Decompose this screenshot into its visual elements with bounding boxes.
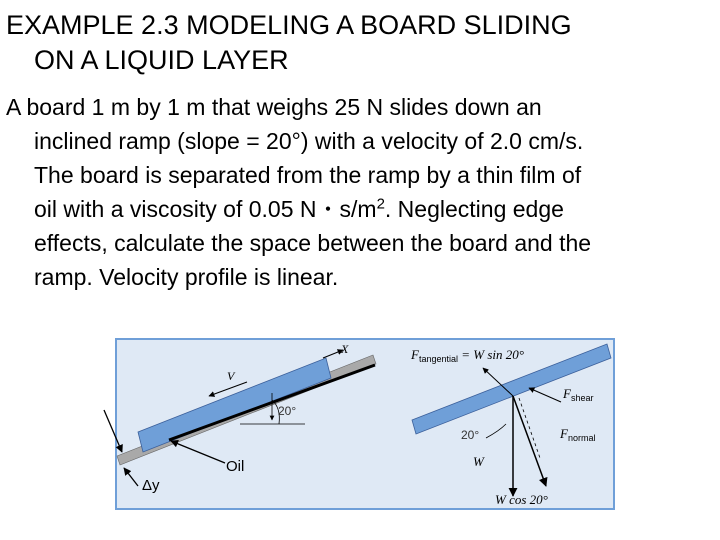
- problem-line-4b: . Neglecting edge: [384, 196, 564, 222]
- title-line-1: EXAMPLE 2.3 MODELING A BOARD SLIDING: [6, 10, 572, 40]
- angle-label-right: 20°: [461, 428, 480, 442]
- problem-exponent: 2: [376, 195, 385, 213]
- problem-line-4a: oil with a viscosity of 0.05 N・s/m: [34, 196, 377, 222]
- f-tangential-label: $F_{tangential} = W$ sin 20°: [411, 347, 524, 364]
- problem-line-3: The board is separated from the ramp by a thin film of: [34, 162, 582, 188]
- delta-y-pointer-lower: [124, 468, 138, 486]
- delta-y-label: Δy: [142, 477, 160, 494]
- title-line-2: ON A LIQUID LAYER: [34, 45, 289, 75]
- delta-y-pointer-upper: [104, 410, 122, 452]
- problem-line-1: A board 1 m by 1 m that weighs 25 N slides down an: [6, 94, 542, 120]
- velocity-label: V: [227, 369, 235, 383]
- oil-pointer-arrow: [171, 441, 225, 463]
- problem-line-5: effects, calculate the space between the board and the: [34, 230, 592, 256]
- oil-pointer-line: [169, 365, 375, 440]
- weight-label: W: [473, 454, 484, 469]
- f-normal-label: $F_{normal}$: [560, 426, 596, 443]
- oil-label: Oil: [226, 458, 245, 475]
- w-cos-label: W cos 20°: [495, 492, 548, 507]
- angle-label-left: 20°: [278, 404, 297, 418]
- problem-line-6: ramp. Velocity profile is linear.: [34, 264, 339, 290]
- problem-line-2: inclined ramp (slope = 20°) with a velocity of 2.0 cm/s.: [34, 128, 584, 154]
- f-shear-label: $F_{shear}$: [563, 386, 594, 403]
- x-axis-label: X: [341, 342, 349, 356]
